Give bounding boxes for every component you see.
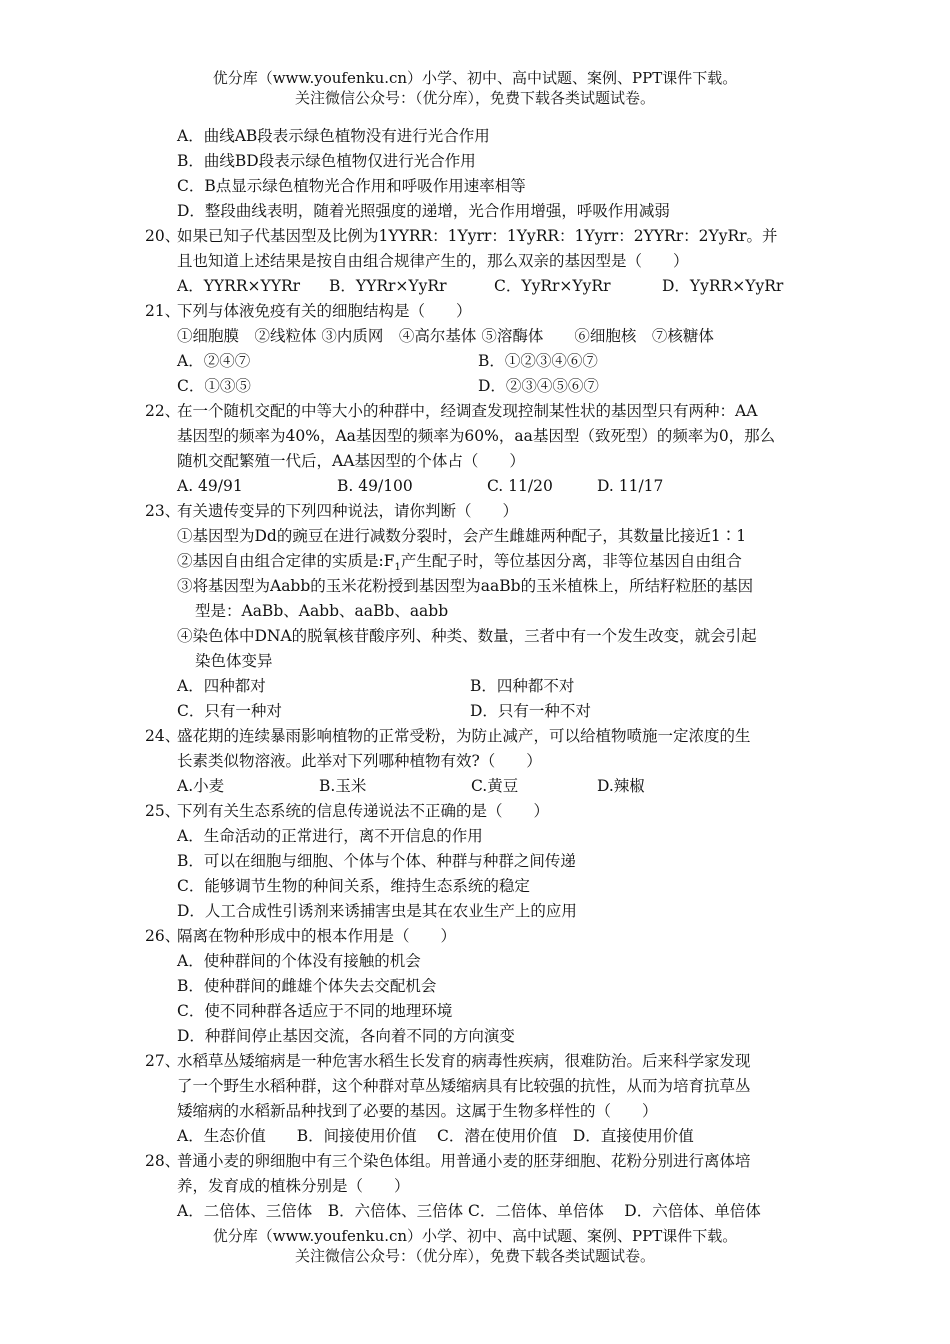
q25-option-c: C．能够调节生物的种间关系，维持生态系统的稳定: [177, 877, 530, 895]
option-b: B．四种都不对: [470, 677, 575, 695]
q25-option-b: B．可以在细胞与细胞、个体与个体、种群与种群之间传递: [177, 852, 576, 870]
q23-options-row1: [145, 674, 810, 699]
option-c: C. 11/20: [487, 477, 553, 495]
question-number: 21、: [145, 302, 181, 320]
q19-option-c: C．B点显示绿色植物光合作用和呼吸作用速率相等: [177, 177, 526, 195]
page-footer: [0, 1226, 950, 1266]
question-body: [145, 124, 810, 1224]
question-stem: 隔离在物种形成中的根本作用是（ ）: [177, 927, 457, 945]
question-22: [145, 399, 810, 474]
q23-item-4-cont: 染色体变异: [195, 652, 273, 670]
option-d: D.辣椒: [597, 777, 645, 795]
q23-item-3: ③将基因型为Aabb的玉米花粉授到基因型为aaBb的玉米植株上，所结籽粒胚的基因: [177, 577, 754, 595]
q25-option-a: A．生命活动的正常进行，离不开信息的作用: [177, 827, 483, 845]
q23-options-row2: [145, 699, 810, 724]
question-stem: 养，发育成的植株分别是（ ）: [177, 1177, 410, 1195]
question-number: 20、: [145, 227, 181, 245]
question-number: 28、: [145, 1152, 181, 1170]
q19-option-d: D．整段曲线表明，随着光照强度的递增，光合作用增强，呼吸作用减弱: [177, 202, 670, 220]
page-header: [0, 68, 950, 108]
question-24: [145, 724, 810, 774]
q21-options-row1: [145, 349, 810, 374]
item-text: 产生配子时，等位基因分离，非等位基因自由组合: [400, 552, 742, 570]
footer-line-1: 优分库（www.youfenku.cn）小学、初中、高中试题、案例、PPT课件下载。: [212, 1227, 738, 1245]
q24-options: [145, 774, 810, 799]
q26-option-d: D．种群间停止基因交流，各向着不同的方向演变: [177, 1027, 515, 1045]
question-23: [145, 499, 810, 524]
question-number: 26、: [145, 927, 181, 945]
question-stem: 了一个野生水稻种群，这个种群对草丛矮缩病具有比较强的抗性，从而为培育抗草丛: [177, 1077, 751, 1095]
question-stem: 基因型的频率为40%，Aa基因型的频率为60%，aa基因型（致死型）的频率为0，那么: [177, 427, 776, 445]
option-c: C．①③⑤: [177, 377, 251, 395]
option-c: C．YyRr×YyRr: [494, 277, 611, 295]
option-b: B．YYRr×YyRr: [329, 277, 447, 295]
subscript: 1: [394, 562, 401, 574]
option-b: B．①②③④⑥⑦: [478, 352, 598, 370]
question-stem: 普通小麦的卵细胞中有三个染色体组。用普通小麦的胚芽细胞、花粉分别进行离体培: [177, 1152, 751, 1170]
q21-items: ①细胞膜 ②线粒体 ③内质网 ④高尔基体 ⑤溶酶体 ⑥细胞核 ⑦核糖体: [177, 327, 714, 345]
question-stem: 水稻草丛矮缩病是一种危害水稻生长发育的病毒性疾病，很难防治。后来科学家发现: [177, 1052, 751, 1070]
q23-item-3-cont: 型是：AaBb、Aabb、aaBb、aabb: [195, 602, 449, 620]
q20-options: [145, 274, 810, 299]
question-stem: 矮缩病的水稻新品种找到了必要的基因。这属于生物多样性的（ ）: [177, 1102, 658, 1120]
option-c: C．只有一种对: [177, 702, 282, 720]
q19-option-a: A．曲线AB段表示绿色植物没有进行光合作用: [177, 127, 490, 145]
question-number: 25、: [145, 802, 181, 820]
option-a: A．②④⑦: [177, 352, 251, 370]
q19-option-b: B．曲线BD段表示绿色植物仅进行光合作用: [177, 152, 476, 170]
header-line-1: 优分库（www.youfenku.cn）小学、初中、高中试题、案例、PPT课件下载。: [212, 69, 738, 87]
question-number: 27、: [145, 1052, 181, 1070]
question-stem: 有关遗传变异的下列四种说法，请你判断（ ）: [177, 502, 519, 520]
option-a: A.小麦: [177, 777, 225, 795]
question-20: [145, 224, 810, 274]
question-21: [145, 299, 810, 324]
question-stem: 盛花期的连续暴雨影响植物的正常受粉，为防止减产，可以给植物喷施一定浓度的生: [177, 727, 751, 745]
question-stem: 下列有关生态系统的信息传递说法不正确的是（ ）: [177, 802, 550, 820]
option-d: D. 11/17: [597, 477, 664, 495]
option-a: A．YYRR×YYRr: [177, 277, 301, 295]
option-a: A. 49/91: [177, 477, 243, 495]
option-b: B.玉米: [319, 777, 367, 795]
question-stem: 下列与体液免疫有关的细胞结构是（ ）: [177, 302, 472, 320]
q28-options: A．二倍体、三倍体 B．六倍体、三倍体 C．二倍体、单倍体 D．六倍体、单倍体: [177, 1202, 761, 1220]
question-stem: 随机交配繁殖一代后，AA基因型的个体占（ ）: [177, 452, 525, 470]
q22-options: [145, 474, 810, 499]
footer-line-2: 关注微信公众号：（优分库），免费下载各类试题试卷。: [294, 1247, 655, 1265]
option-d: D．YyRR×YyRr: [662, 277, 784, 295]
question-27: [145, 1049, 810, 1124]
question-number: 23、: [145, 502, 181, 520]
question-stem: 如果已知子代基因型及比例为1YYRR：1Yyrr：1YyRR：1Yyrr：2YYRr：2YyRr。并: [177, 227, 778, 245]
question-stem: 长素类似物溶液。此举对下列哪种植物有效?（ ）: [177, 752, 542, 770]
q26-option-a: A．使种群间的个体没有接触的机会: [177, 952, 421, 970]
option-d: D．②③④⑤⑥⑦: [478, 377, 599, 395]
q21-options-row2: [145, 374, 810, 399]
header-line-2: 关注微信公众号：（优分库），免费下载各类试题试卷。: [294, 89, 655, 107]
option-c: C.黄豆: [471, 777, 519, 795]
question-stem: 且也知道上述结果是按自由组合规律产生的，那么双亲的基因型是（ ）: [177, 252, 689, 270]
question-stem: 在一个随机交配的中等大小的种群中，经调查发现控制某性状的基因型只有两种：AA: [177, 402, 758, 420]
question-number: 22、: [145, 402, 181, 420]
question-26: [145, 924, 810, 949]
q23-item-2: [145, 549, 810, 574]
option-b: B. 49/100: [337, 477, 413, 495]
q23-item-1: ①基因型为Dd的豌豆在进行减数分裂时，会产生雌雄两种配子，其数量比接近1∶1: [177, 527, 747, 545]
q26-option-b: B．使种群间的雌雄个体失去交配机会: [177, 977, 437, 995]
q25-option-d: D．人工合成性引诱剂来诱捕害虫是其在农业生产上的应用: [177, 902, 577, 920]
question-number: 24、: [145, 727, 181, 745]
q26-option-c: C．使不同种群各适应于不同的地理环境: [177, 1002, 453, 1020]
item-text: ②基因自由组合定律的实质是:F: [177, 552, 395, 570]
question-25: [145, 799, 810, 824]
option-d: D．只有一种不对: [470, 702, 591, 720]
q27-options: A．生态价值 B．间接使用价值 C．潜在使用价值 D．直接使用价值: [177, 1127, 694, 1145]
q23-item-4: ④染色体中DNA的脱氧核苷酸序列、种类、数量，三者中有一个发生改变，就会引起: [177, 627, 757, 645]
question-28: [145, 1149, 810, 1199]
option-a: A．四种都对: [177, 677, 266, 695]
